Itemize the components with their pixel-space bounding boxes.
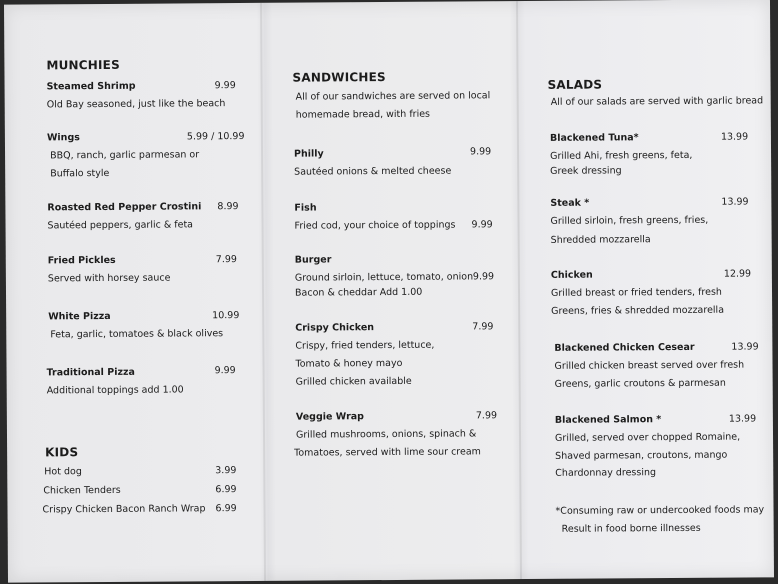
item-description: Tomato & honey mayo: [295, 357, 403, 370]
item-description: Additional toppings add 1.00: [46, 384, 184, 397]
item-name: Wings: [46, 132, 80, 144]
item-description: Greens, garlic croutons & parmesan: [554, 377, 726, 390]
item-name: Steamed Shrimp: [46, 80, 136, 93]
item-description: Shredded mozzarella: [550, 234, 651, 246]
item-price: 3.99: [215, 465, 237, 477]
item-description: Grilled mushrooms, onions, spinach &: [295, 428, 477, 441]
menu-sheet: [4, 0, 774, 583]
salads-heading: SALADS: [547, 77, 603, 92]
sandwiches-heading: SANDWICHES: [292, 70, 386, 85]
sandwiches-intro: homemade bread, with fries: [295, 108, 431, 121]
item-name: Chicken: [550, 269, 593, 281]
item-name: Blackened Chicken Cesear: [554, 341, 695, 354]
item-description: Sautéed peppers, garlic & feta: [47, 219, 194, 232]
item-price: 9.99: [214, 365, 236, 377]
kids-heading: KIDS: [45, 445, 79, 460]
item-name: Burger: [294, 254, 332, 266]
item-name: Blackened Tuna*: [549, 132, 639, 144]
left-panel: [4, 5, 245, 583]
item-description: Grilled chicken available: [295, 375, 412, 388]
salads-intro: All of our salads are served with garlic bread: [550, 95, 764, 108]
item-description: Greek dressing: [550, 165, 622, 177]
item-description: Fried cod, your choice of toppings: [294, 219, 456, 232]
item-description: Sautéed onions & melted cheese: [294, 165, 452, 178]
food-safety-note: *Consuming raw or undercooked foods may: [555, 504, 765, 517]
item-price: 13.99: [721, 196, 749, 208]
item-price: 6.99: [215, 484, 237, 496]
item-price: 13.99: [731, 341, 759, 353]
item-description: Grilled Ahi, fresh greens, feta,: [550, 149, 693, 162]
item-name: Steak *: [550, 197, 590, 209]
item-price: 9.99: [471, 219, 493, 231]
item-name: Blackened Salmon *: [554, 414, 662, 426]
item-description: Grilled sirloin, fresh greens, fries,: [550, 214, 709, 227]
item-price: 7.99: [475, 410, 498, 422]
item-description: Ground sirloin, lettuce, tomato, onion: [294, 271, 474, 284]
item-price: 5.99 / 10.99: [186, 131, 245, 143]
item-description: Buffalo style: [50, 167, 110, 180]
item-price: 13.99: [728, 413, 757, 425]
item-price: 7.99: [215, 254, 237, 266]
item-price: 12.99: [723, 268, 752, 280]
item-description: Shaved parmesan, croutons, mango: [555, 449, 728, 462]
item-price: 9.99: [469, 146, 492, 158]
item-description: BBQ, ranch, garlic parmesan or: [50, 149, 200, 162]
item-name: Veggie Wrap: [295, 411, 365, 423]
item-price: 8.99: [217, 201, 239, 213]
item-name: Traditional Pizza: [46, 366, 135, 379]
item-description: Old Bay seasoned, just like the beach: [46, 98, 226, 111]
item-description: Bacon & cheddar Add 1.00: [294, 286, 423, 299]
sandwiches-intro: All of our sandwiches are served on local: [295, 90, 491, 103]
item-name: Crispy Chicken Bacon Ranch Wrap: [42, 503, 206, 516]
item-price: 10.99: [212, 310, 240, 322]
item-name: Fish: [294, 202, 317, 214]
item-price: 6.99: [215, 503, 237, 515]
fold-line-left: [260, 3, 266, 581]
item-price: 9.99: [472, 271, 495, 283]
item-description: Crispy, fried tenders, lettuce,: [295, 339, 435, 352]
item-description: Tomatoes, served with lime sour cream: [294, 446, 481, 459]
munchies-heading: MUNCHIES: [46, 57, 120, 73]
item-name: Philly: [294, 148, 324, 160]
item-description: Grilled breast or fried tenders, fresh: [550, 286, 722, 299]
item-description: Grilled chicken breast served over fresh: [554, 359, 745, 372]
item-description: Feta, garlic, tomatoes & black olives: [50, 328, 224, 341]
item-name: Crispy Chicken: [295, 322, 375, 334]
item-description: Grilled, served over chopped Romaine,: [554, 431, 741, 444]
item-description: Served with horsey sauce: [47, 272, 171, 285]
fold-line-right: [516, 1, 522, 579]
item-price: 13.99: [720, 131, 749, 143]
food-safety-note: Result in food borne illnesses: [561, 522, 701, 535]
item-name: Roasted Red Pepper Crostini: [47, 201, 202, 214]
item-name: Chicken Tenders: [43, 484, 121, 497]
item-name: Fried Pickles: [47, 254, 116, 267]
item-description: Chardonnay dressing: [555, 467, 657, 479]
item-name: White Pizza: [48, 310, 111, 323]
item-price: 9.99: [214, 80, 236, 92]
item-description: Greens, fries & shredded mozzarella: [551, 304, 725, 317]
item-price: 7.99: [472, 321, 494, 333]
item-name: Hot dog: [44, 466, 82, 478]
